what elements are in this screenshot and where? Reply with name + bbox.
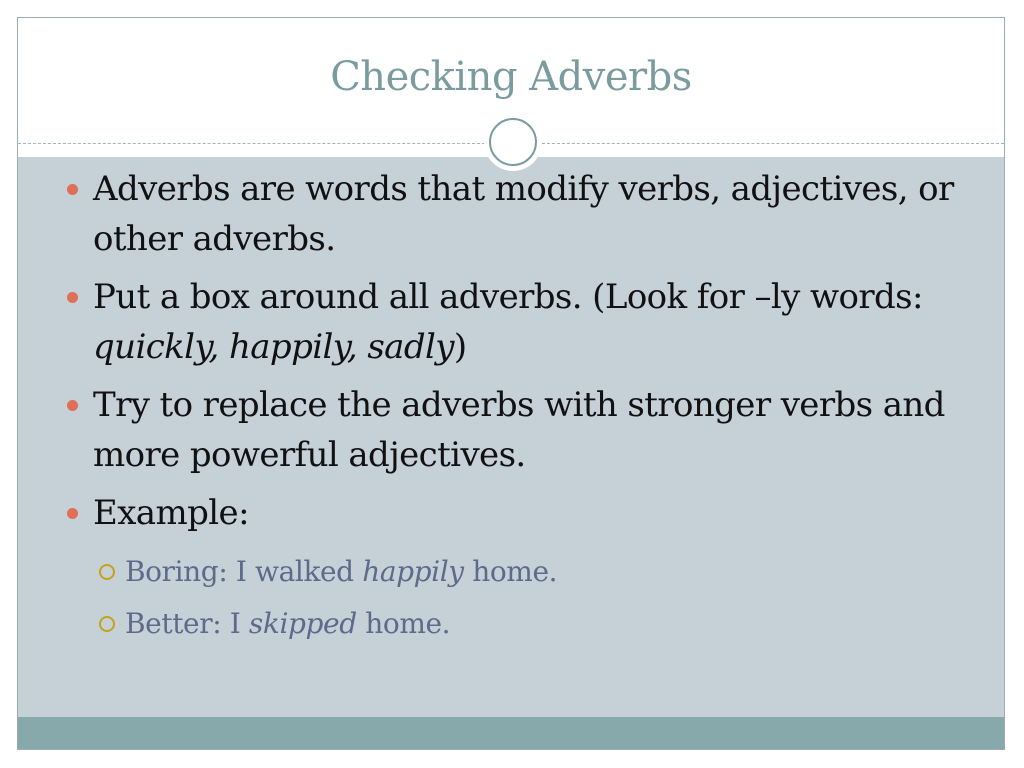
footer-bar <box>18 717 1004 750</box>
bullet-item <box>63 164 963 264</box>
bullet-dot-icon <box>67 508 78 519</box>
divider-circle-icon <box>489 118 537 166</box>
sub-bullet-text: home. <box>463 555 558 588</box>
bullet-item <box>63 272 963 372</box>
bullet-text: Put a box around all adverbs. (Look for –ly words: <box>93 277 923 317</box>
bullet-dot-icon <box>67 292 78 303</box>
sub-bullet-item <box>63 598 963 650</box>
sub-bullet-ring-icon <box>99 564 115 580</box>
sub-bullet-text: home. <box>356 607 451 640</box>
bullet-text-italic: quickly, happily, sadly <box>93 327 454 367</box>
bullet-text: Example: <box>93 493 249 533</box>
bullet-item <box>63 488 963 538</box>
slide <box>17 17 1005 750</box>
bullet-text: Adverbs are words that modify verbs, adjectives, or other adverbs. <box>93 169 954 259</box>
sub-bullet-text-italic: happily <box>362 555 464 588</box>
sub-bullet-item <box>63 546 963 598</box>
bullet-text: Try to replace the adverbs with stronger verbs and more powerful adjectives. <box>93 385 945 475</box>
sub-bullet-ring-icon <box>99 616 115 632</box>
sub-bullet-text-italic: skipped <box>248 607 357 640</box>
sub-bullet-text: Boring: I walked <box>125 555 363 588</box>
slide-title: Checking Adverbs <box>330 54 692 100</box>
bullet-text: ) <box>453 327 467 367</box>
bullet-item <box>63 380 963 480</box>
bullet-dot-icon <box>67 400 78 411</box>
bullet-list <box>63 164 963 650</box>
bullet-dot-icon <box>67 184 78 195</box>
sub-bullet-text: Better: I <box>125 607 249 640</box>
